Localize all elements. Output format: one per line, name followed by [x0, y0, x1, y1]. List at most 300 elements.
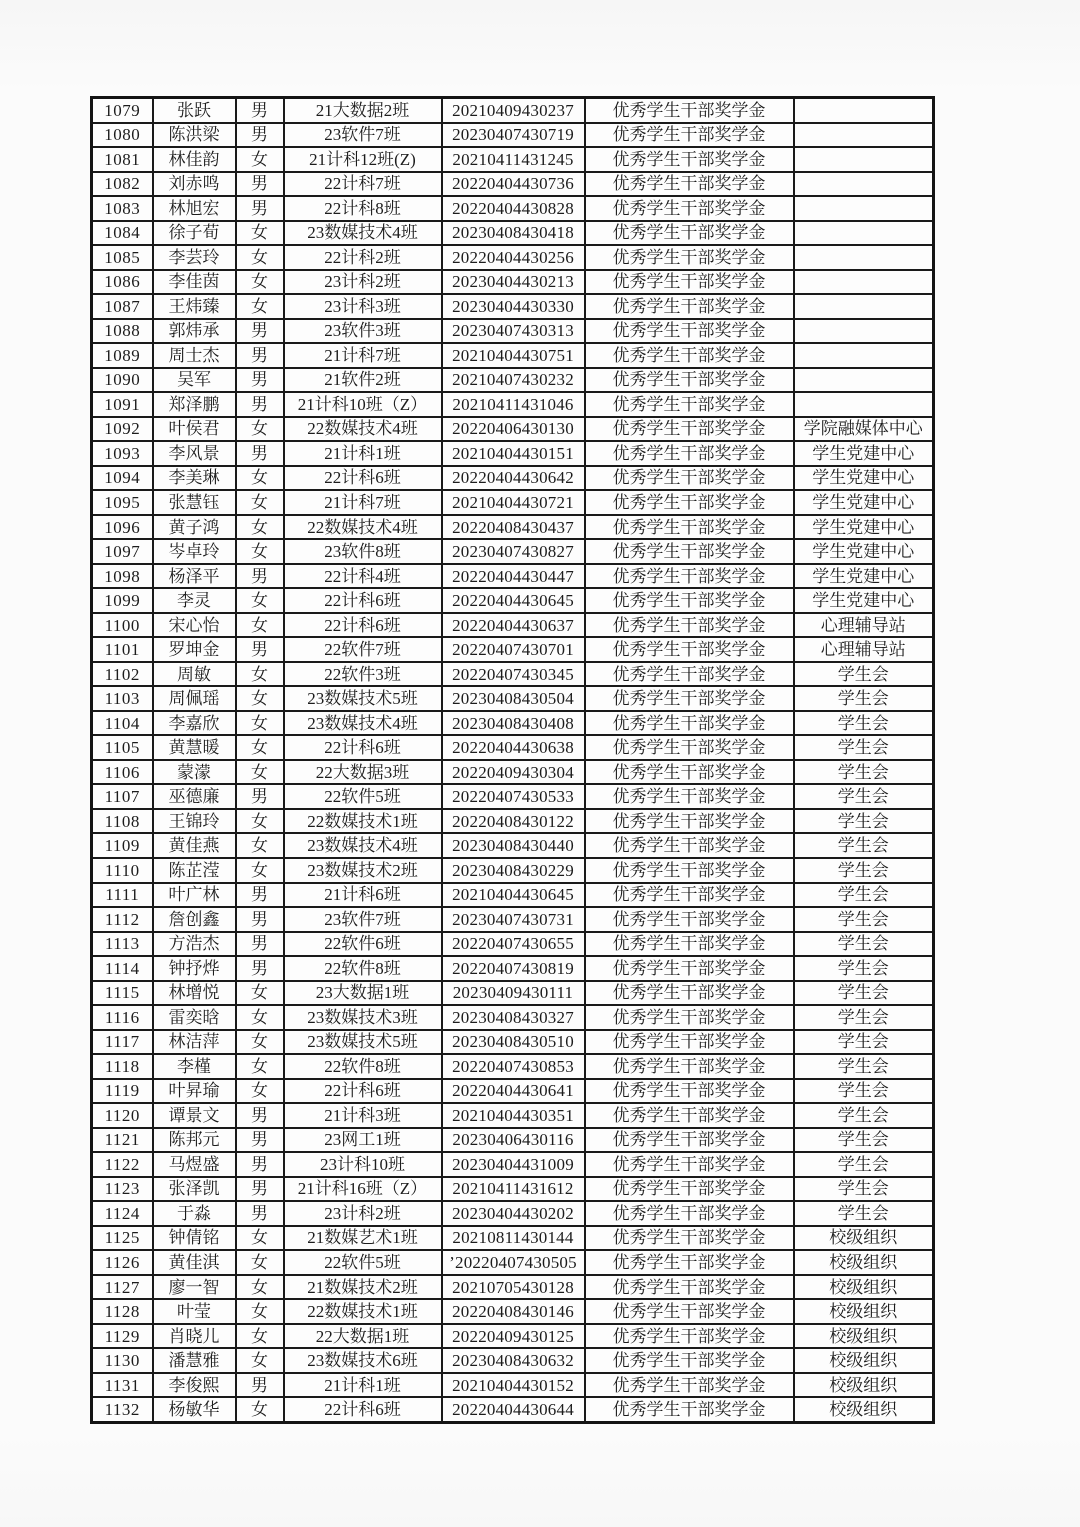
cell-name: 张泽凯 [153, 1177, 236, 1202]
cell-gender: 男 [236, 172, 284, 197]
cell-org [794, 392, 934, 417]
cell-org: 学生会 [794, 784, 934, 809]
cell-gender: 男 [236, 123, 284, 148]
cell-name: 刘赤鸣 [153, 172, 236, 197]
cell-no: 1130 [92, 1348, 153, 1373]
cell-org [794, 368, 934, 393]
cell-no: 1112 [92, 907, 153, 932]
cell-student-id: 20230407430313 [442, 319, 585, 344]
scholarship-table-body [92, 98, 934, 1423]
cell-class: 23计科10班 [284, 1152, 442, 1177]
cell-award: 优秀学生干部奖学金 [585, 858, 794, 883]
cell-class: 22计科7班 [284, 172, 442, 197]
cell-org: 学生会 [794, 1128, 934, 1153]
cell-gender: 女 [236, 662, 284, 687]
cell-name: 叶莹 [153, 1299, 236, 1324]
table-row [92, 564, 934, 589]
cell-student-id: 20220407430853 [442, 1054, 585, 1079]
cell-no: 1124 [92, 1201, 153, 1226]
cell-gender: 女 [236, 760, 284, 785]
cell-award: 优秀学生干部奖学金 [585, 417, 794, 442]
cell-name: 周佩瑶 [153, 686, 236, 711]
cell-name: 陈芷滢 [153, 858, 236, 883]
cell-student-id: 20220409430125 [442, 1324, 585, 1349]
cell-no: 1086 [92, 270, 153, 295]
cell-student-id: 20220404430644 [442, 1397, 585, 1422]
cell-org: 校级组织 [794, 1397, 934, 1422]
cell-name: 黄子鸿 [153, 515, 236, 540]
table-row [92, 1054, 934, 1079]
cell-name: 李美琳 [153, 466, 236, 491]
cell-gender: 女 [236, 490, 284, 515]
cell-award: 优秀学生干部奖学金 [585, 294, 794, 319]
table-row [92, 245, 934, 270]
cell-class: 23计科2班 [284, 1201, 442, 1226]
cell-org [794, 245, 934, 270]
cell-award: 优秀学生干部奖学金 [585, 1103, 794, 1128]
cell-student-id: 20210404430645 [442, 883, 585, 908]
cell-award: 优秀学生干部奖学金 [585, 932, 794, 957]
cell-class: 22大数据3班 [284, 760, 442, 785]
cell-student-id: 20210705430128 [442, 1275, 585, 1300]
cell-student-id: 20230408430408 [442, 711, 585, 736]
cell-student-id: 20210404430721 [442, 490, 585, 515]
cell-award: 优秀学生干部奖学金 [585, 735, 794, 760]
cell-no: 1111 [92, 883, 153, 908]
cell-student-id: 20220404430256 [442, 245, 585, 270]
table-row [92, 588, 934, 613]
cell-award: 优秀学生干部奖学金 [585, 392, 794, 417]
cell-org [794, 319, 934, 344]
cell-no: 1119 [92, 1079, 153, 1104]
cell-student-id: 20220409430304 [442, 760, 585, 785]
cell-no: 1091 [92, 392, 153, 417]
cell-award: 优秀学生干部奖学金 [585, 368, 794, 393]
cell-student-id: 20230408430229 [442, 858, 585, 883]
cell-award: 优秀学生干部奖学金 [585, 613, 794, 638]
cell-name: 王炜臻 [153, 294, 236, 319]
cell-student-id: 20210404430751 [442, 343, 585, 368]
table-row [92, 1226, 934, 1251]
cell-no: 1106 [92, 760, 153, 785]
cell-award: 优秀学生干部奖学金 [585, 1397, 794, 1422]
cell-award: 优秀学生干部奖学金 [585, 98, 794, 123]
table-row [92, 441, 934, 466]
cell-org: 学生会 [794, 809, 934, 834]
cell-student-id: 20230408430504 [442, 686, 585, 711]
cell-org [794, 147, 934, 172]
cell-no: 1087 [92, 294, 153, 319]
cell-class: 23数媒技术4班 [284, 221, 442, 246]
cell-name: 马煜盛 [153, 1152, 236, 1177]
cell-name: 叶侯君 [153, 417, 236, 442]
cell-class: 21大数据2班 [284, 98, 442, 123]
cell-org: 学生党建中心 [794, 564, 934, 589]
cell-award: 优秀学生干部奖学金 [585, 539, 794, 564]
cell-gender: 男 [236, 956, 284, 981]
table-row [92, 1079, 934, 1104]
cell-award: 优秀学生干部奖学金 [585, 270, 794, 295]
cell-org: 学生会 [794, 1030, 934, 1055]
cell-award: 优秀学生干部奖学金 [585, 1348, 794, 1373]
cell-class: 23数媒技术5班 [284, 1030, 442, 1055]
cell-class: 22数媒技术4班 [284, 417, 442, 442]
cell-no: 1110 [92, 858, 153, 883]
cell-no: 1089 [92, 343, 153, 368]
cell-class: 21计科10班（Z） [284, 392, 442, 417]
cell-gender: 男 [236, 98, 284, 123]
cell-no: 1121 [92, 1128, 153, 1153]
cell-gender: 男 [236, 1128, 284, 1153]
cell-award: 优秀学生干部奖学金 [585, 809, 794, 834]
cell-class: 21软件2班 [284, 368, 442, 393]
cell-no: 1096 [92, 515, 153, 540]
cell-class: 22软件3班 [284, 662, 442, 687]
cell-award: 优秀学生干部奖学金 [585, 466, 794, 491]
cell-award: 优秀学生干部奖学金 [585, 883, 794, 908]
cell-org: 学生党建中心 [794, 588, 934, 613]
cell-class: 23计科3班 [284, 294, 442, 319]
cell-student-id: 20220404430736 [442, 172, 585, 197]
table-row [92, 1128, 934, 1153]
cell-class: 23数媒技术5班 [284, 686, 442, 711]
cell-org: 学生党建中心 [794, 490, 934, 515]
cell-no: 1090 [92, 368, 153, 393]
cell-student-id: 20220408430146 [442, 1299, 585, 1324]
cell-student-id: 20220406430130 [442, 417, 585, 442]
cell-name: 李灵 [153, 588, 236, 613]
cell-award: 优秀学生干部奖学金 [585, 1128, 794, 1153]
cell-org [794, 294, 934, 319]
cell-class: 22数媒技术1班 [284, 1299, 442, 1324]
cell-no: 1129 [92, 1324, 153, 1349]
cell-class: 21计科7班 [284, 490, 442, 515]
cell-gender: 女 [236, 809, 284, 834]
cell-award: 优秀学生干部奖学金 [585, 343, 794, 368]
cell-no: 1093 [92, 441, 153, 466]
cell-student-id: 20230404431009 [442, 1152, 585, 1177]
scholarship-table [90, 96, 935, 1424]
cell-org: 学生会 [794, 833, 934, 858]
cell-student-id: 20230409430111 [442, 981, 585, 1006]
cell-name: 蒙濛 [153, 760, 236, 785]
cell-no: 1107 [92, 784, 153, 809]
cell-class: 21计科7班 [284, 343, 442, 368]
cell-org: 校级组织 [794, 1226, 934, 1251]
cell-no: 1116 [92, 1005, 153, 1030]
cell-student-id: 20220404430637 [442, 613, 585, 638]
cell-student-id: 20220407430701 [442, 637, 585, 662]
cell-org: 学生会 [794, 1201, 934, 1226]
cell-org [794, 98, 934, 123]
cell-award: 优秀学生干部奖学金 [585, 1030, 794, 1055]
cell-org: 学院融媒体中心 [794, 417, 934, 442]
cell-org: 学生会 [794, 981, 934, 1006]
cell-no: 1109 [92, 833, 153, 858]
table-row [92, 123, 934, 148]
cell-org: 校级组织 [794, 1299, 934, 1324]
cell-award: 优秀学生干部奖学金 [585, 1250, 794, 1275]
cell-class: 22数媒技术1班 [284, 809, 442, 834]
cell-class: 22软件7班 [284, 637, 442, 662]
cell-name: 林洁萍 [153, 1030, 236, 1055]
table-row [92, 1373, 934, 1398]
cell-name: 黄佳淇 [153, 1250, 236, 1275]
cell-student-id: 20220404430641 [442, 1079, 585, 1104]
cell-name: 陈洪梁 [153, 123, 236, 148]
cell-student-id: 20220408430122 [442, 809, 585, 834]
table-row [92, 294, 934, 319]
cell-org: 学生党建中心 [794, 441, 934, 466]
cell-name: 李俊熙 [153, 1373, 236, 1398]
table-row [92, 686, 934, 711]
cell-award: 优秀学生干部奖学金 [585, 1226, 794, 1251]
table-row [92, 809, 934, 834]
cell-student-id: 20220407430655 [442, 932, 585, 957]
cell-no: 1082 [92, 172, 153, 197]
cell-org: 校级组织 [794, 1275, 934, 1300]
cell-student-id: 20230406430116 [442, 1128, 585, 1153]
cell-org: 学生会 [794, 1054, 934, 1079]
cell-no: 1099 [92, 588, 153, 613]
cell-gender: 男 [236, 907, 284, 932]
cell-student-id: 20230404430202 [442, 1201, 585, 1226]
cell-gender: 女 [236, 1030, 284, 1055]
cell-no: 1100 [92, 613, 153, 638]
cell-name: 方浩杰 [153, 932, 236, 957]
cell-award: 优秀学生干部奖学金 [585, 441, 794, 466]
cell-student-id: 20210404430152 [442, 1373, 585, 1398]
cell-award: 优秀学生干部奖学金 [585, 956, 794, 981]
cell-name: 林佳韵 [153, 147, 236, 172]
cell-no: 1126 [92, 1250, 153, 1275]
cell-gender: 女 [236, 711, 284, 736]
cell-award: 优秀学生干部奖学金 [585, 1079, 794, 1104]
cell-org: 学生会 [794, 1005, 934, 1030]
cell-no: 1102 [92, 662, 153, 687]
cell-class: 22计科6班 [284, 466, 442, 491]
table-row [92, 1152, 934, 1177]
table-row [92, 956, 934, 981]
cell-gender: 男 [236, 392, 284, 417]
cell-no: 1092 [92, 417, 153, 442]
cell-no: 1105 [92, 735, 153, 760]
table-row [92, 392, 934, 417]
cell-name: 张跃 [153, 98, 236, 123]
cell-award: 优秀学生干部奖学金 [585, 564, 794, 589]
cell-no: 1097 [92, 539, 153, 564]
cell-award: 优秀学生干部奖学金 [585, 1005, 794, 1030]
cell-gender: 女 [236, 515, 284, 540]
cell-gender: 女 [236, 539, 284, 564]
cell-award: 优秀学生干部奖学金 [585, 221, 794, 246]
cell-student-id: 20210404430351 [442, 1103, 585, 1128]
cell-org: 学生会 [794, 735, 934, 760]
cell-name: 谭景文 [153, 1103, 236, 1128]
cell-award: 优秀学生干部奖学金 [585, 981, 794, 1006]
cell-org [794, 172, 934, 197]
cell-student-id: 20230407430731 [442, 907, 585, 932]
cell-org [794, 123, 934, 148]
cell-class: 22数媒技术4班 [284, 515, 442, 540]
cell-name: 李槿 [153, 1054, 236, 1079]
cell-class: 22计科4班 [284, 564, 442, 589]
cell-name: 廖一智 [153, 1275, 236, 1300]
cell-org: 学生会 [794, 711, 934, 736]
cell-student-id: 20230408430327 [442, 1005, 585, 1030]
cell-class: 23数媒技术3班 [284, 1005, 442, 1030]
cell-award: 优秀学生干部奖学金 [585, 784, 794, 809]
cell-gender: 女 [236, 1275, 284, 1300]
cell-award: 优秀学生干部奖学金 [585, 196, 794, 221]
cell-gender: 男 [236, 319, 284, 344]
cell-no: 1084 [92, 221, 153, 246]
cell-org: 学生会 [794, 1079, 934, 1104]
cell-no: 1101 [92, 637, 153, 662]
cell-class: 22计科6班 [284, 1397, 442, 1422]
cell-student-id: 20220407430345 [442, 662, 585, 687]
cell-award: 优秀学生干部奖学金 [585, 1054, 794, 1079]
cell-gender: 女 [236, 735, 284, 760]
cell-gender: 女 [236, 417, 284, 442]
cell-gender: 男 [236, 1201, 284, 1226]
cell-org: 学生会 [794, 907, 934, 932]
cell-name: 叶广林 [153, 883, 236, 908]
cell-gender: 女 [236, 1324, 284, 1349]
cell-gender: 女 [236, 686, 284, 711]
cell-award: 优秀学生干部奖学金 [585, 711, 794, 736]
cell-gender: 女 [236, 1079, 284, 1104]
cell-name: 杨敏华 [153, 1397, 236, 1422]
cell-class: 21数媒艺术1班 [284, 1226, 442, 1251]
cell-student-id: 20230408430418 [442, 221, 585, 246]
cell-gender: 女 [236, 1299, 284, 1324]
cell-student-id: 20220404430828 [442, 196, 585, 221]
table-row [92, 1103, 934, 1128]
cell-gender: 女 [236, 1005, 284, 1030]
cell-award: 优秀学生干部奖学金 [585, 907, 794, 932]
cell-name: 钟抒烨 [153, 956, 236, 981]
table-row [92, 196, 934, 221]
cell-name: 巫德廉 [153, 784, 236, 809]
cell-class: 23数媒技术2班 [284, 858, 442, 883]
cell-class: 21数媒技术2班 [284, 1275, 442, 1300]
cell-class: 23软件7班 [284, 907, 442, 932]
cell-class: 23数媒技术4班 [284, 711, 442, 736]
cell-name: 雷奕晗 [153, 1005, 236, 1030]
cell-class: 23网工1班 [284, 1128, 442, 1153]
cell-award: 优秀学生干部奖学金 [585, 686, 794, 711]
cell-gender: 女 [236, 270, 284, 295]
table-row [92, 98, 934, 123]
cell-gender: 男 [236, 1152, 284, 1177]
cell-no: 1095 [92, 490, 153, 515]
cell-student-id: 20230404430213 [442, 270, 585, 295]
cell-org: 学生会 [794, 662, 934, 687]
cell-award: 优秀学生干部奖学金 [585, 123, 794, 148]
cell-no: 1088 [92, 319, 153, 344]
table-row [92, 711, 934, 736]
cell-class: 22计科6班 [284, 588, 442, 613]
cell-award: 优秀学生干部奖学金 [585, 172, 794, 197]
cell-name: 杨泽平 [153, 564, 236, 589]
cell-student-id: 20220404430447 [442, 564, 585, 589]
cell-name: 郭炜承 [153, 319, 236, 344]
cell-gender: 女 [236, 981, 284, 1006]
cell-no: 1117 [92, 1030, 153, 1055]
cell-class: 21计科3班 [284, 1103, 442, 1128]
cell-student-id: 20230408430510 [442, 1030, 585, 1055]
cell-gender: 女 [236, 1348, 284, 1373]
cell-org: 学生会 [794, 883, 934, 908]
cell-award: 优秀学生干部奖学金 [585, 588, 794, 613]
cell-class: 21计科1班 [284, 441, 442, 466]
cell-award: 优秀学生干部奖学金 [585, 1299, 794, 1324]
cell-class: 23计科2班 [284, 270, 442, 295]
cell-award: 优秀学生干部奖学金 [585, 515, 794, 540]
cell-class: 22软件8班 [284, 1054, 442, 1079]
cell-name: 徐子荀 [153, 221, 236, 246]
table-row [92, 1299, 934, 1324]
cell-name: 李嘉欣 [153, 711, 236, 736]
cell-no: 1122 [92, 1152, 153, 1177]
cell-gender: 女 [236, 1054, 284, 1079]
cell-gender: 男 [236, 1373, 284, 1398]
cell-class: 22计科6班 [284, 735, 442, 760]
cell-org: 心理辅导站 [794, 637, 934, 662]
table-row [92, 147, 934, 172]
cell-gender: 男 [236, 932, 284, 957]
cell-org: 学生会 [794, 932, 934, 957]
cell-class: 22大数据1班 [284, 1324, 442, 1349]
cell-award: 优秀学生干部奖学金 [585, 637, 794, 662]
cell-class: 23数媒技术4班 [284, 833, 442, 858]
cell-name: 李风景 [153, 441, 236, 466]
cell-org [794, 270, 934, 295]
cell-class: 23大数据1班 [284, 981, 442, 1006]
cell-no: 1113 [92, 932, 153, 957]
table-row [92, 539, 934, 564]
cell-org: 学生会 [794, 1177, 934, 1202]
cell-class: 23软件7班 [284, 123, 442, 148]
cell-class: 22计科2班 [284, 245, 442, 270]
cell-gender: 男 [236, 883, 284, 908]
cell-org [794, 221, 934, 246]
table-row [92, 833, 934, 858]
cell-name: 于淼 [153, 1201, 236, 1226]
table-row [92, 466, 934, 491]
cell-class: 23软件8班 [284, 539, 442, 564]
cell-award: 优秀学生干部奖学金 [585, 833, 794, 858]
table-row [92, 1397, 934, 1422]
table-row [92, 1030, 934, 1055]
cell-no: 1081 [92, 147, 153, 172]
cell-org: 校级组织 [794, 1348, 934, 1373]
cell-gender: 男 [236, 196, 284, 221]
cell-gender: 女 [236, 613, 284, 638]
cell-name: 吴军 [153, 368, 236, 393]
cell-name: 黄佳燕 [153, 833, 236, 858]
table-row [92, 172, 934, 197]
cell-gender: 男 [236, 1103, 284, 1128]
cell-student-id: 20220404430638 [442, 735, 585, 760]
cell-award: 优秀学生干部奖学金 [585, 147, 794, 172]
cell-class: 21计科1班 [284, 1373, 442, 1398]
cell-no: 1094 [92, 466, 153, 491]
table-row [92, 221, 934, 246]
cell-class: 21计科6班 [284, 883, 442, 908]
table-row [92, 270, 934, 295]
